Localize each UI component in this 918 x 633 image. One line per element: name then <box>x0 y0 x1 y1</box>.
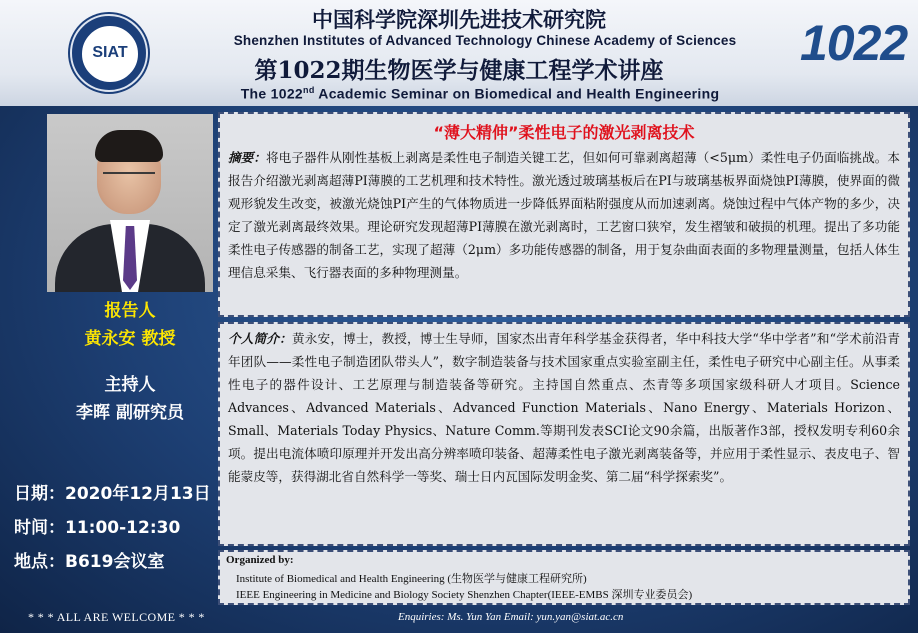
speaker-name: 黄永安 教授 <box>84 329 176 349</box>
event-place: 地点：B619会议室 <box>14 552 165 572</box>
organizer-label: Organized by: <box>226 554 294 566</box>
seminar-title-cn: 第1022期生物医学与健康工程学术讲座 <box>254 57 664 84</box>
organizer-line-2: IEEE Engineering in Medicine and Biology Society Shenzhen Chapter(IEEE-EMBS 深圳专业委员会) <box>236 589 693 601</box>
organizer-line-1: Institute of Biomedical and Health Engineering (生物医学与健康工程研究所) <box>236 573 587 585</box>
bio-label: 个人简介： <box>228 331 292 346</box>
seminar-title-en: The 1022nd Academic Seminar on Biomedical and Health Engineering <box>240 85 720 102</box>
abstract-panel <box>218 112 910 317</box>
enquiries-contact: Enquiries: Ms. Yun Yan Email: yun.yan@siat.ac.cn <box>398 611 624 623</box>
institute-name-en: Shenzhen Institutes of Advanced Technology Chinese Academy of Sciences <box>233 33 737 48</box>
bio-panel <box>218 322 910 546</box>
abstract-label: 摘要： <box>228 150 266 165</box>
institute-name-cn: 中国科学院深圳先进技术研究院 <box>312 7 606 32</box>
host-role: 主持人 <box>104 375 156 395</box>
speaker-photo <box>47 114 213 292</box>
header-banner <box>0 0 918 106</box>
abstract-text: 摘要：将电子器件从刚性基板上剥离是柔性电子制造关键工艺，但如何可靠剥离超薄（<5μm）柔性电子仍面临挑战。本报告介绍激光剥离超薄PI薄膜的工艺机理和技术特性。激光透过玻璃基板后在PI与玻璃基板界面烧蚀PI薄膜，使界面的微观形貌发生改变，被激光烧蚀PI产生的气体物质进一步降低界面粘附强度从而加速剥离。烧蚀过程中气体产物的多少，决定了激光剥离最终效果。理论研究发现超薄PI薄膜在激光剥离时，工艺窗口狭窄，发生褶皱和破损的机理。提出了多功能柔性电子传感器的制备工艺，实现了超薄（2μm）多功能传感器的制备，用于复杂曲面表面的多物理量测量，包括人体生理信息采集、飞行器表面的多种物理测量。 <box>228 150 900 280</box>
welcome-text: * * * ALL ARE WELCOME * * * <box>28 610 205 624</box>
event-time: 时间：11:00-12:30 <box>14 518 181 538</box>
seminar-number: 1022 <box>800 15 908 71</box>
bio-text: 个人简介：黄永安，博士，教授，博士生导师，国家杰出青年科学基金获得者，华中科技大学“华中学者”和“学术前沿青年团队——柔性电子制造团队带头人”，数字制造装备与技术国家重点实验室副主任，柔性电子研究中心副主任。从事柔性电子的器件设计、工艺原理与制造装备等研究。主持国自然重点、杰青等多项国家级科研人才项目。Science Advances、Advanced Materials、Advanced Function Materials、Nano Energy、Materials Horizon、Small、Materials Today Physics、Nature Comm.等期刊发表SCI论文90余篇，出版著作3部，授权发明专利60余项。提出电流体喷印原理并开发出高分辨率喷印装备、超薄柔性电子激光剥离装备等，并应用于柔性显示、表皮电子、智能蒙皮等，获得湖北省自然科学一等奖、瑞士日内瓦国际发明金奖、第二届“科学探索奖”。 <box>228 331 900 484</box>
organizer-panel <box>218 550 910 605</box>
event-date: 日期：2020年12月13日 <box>14 484 211 504</box>
logo-text: SIAT <box>92 44 128 61</box>
talk-title: “薄大精伸”柔性电子的激光剥离技术 <box>433 123 695 142</box>
speaker-role: 报告人 <box>104 301 156 321</box>
host-name: 李晖 副研究员 <box>76 403 184 423</box>
